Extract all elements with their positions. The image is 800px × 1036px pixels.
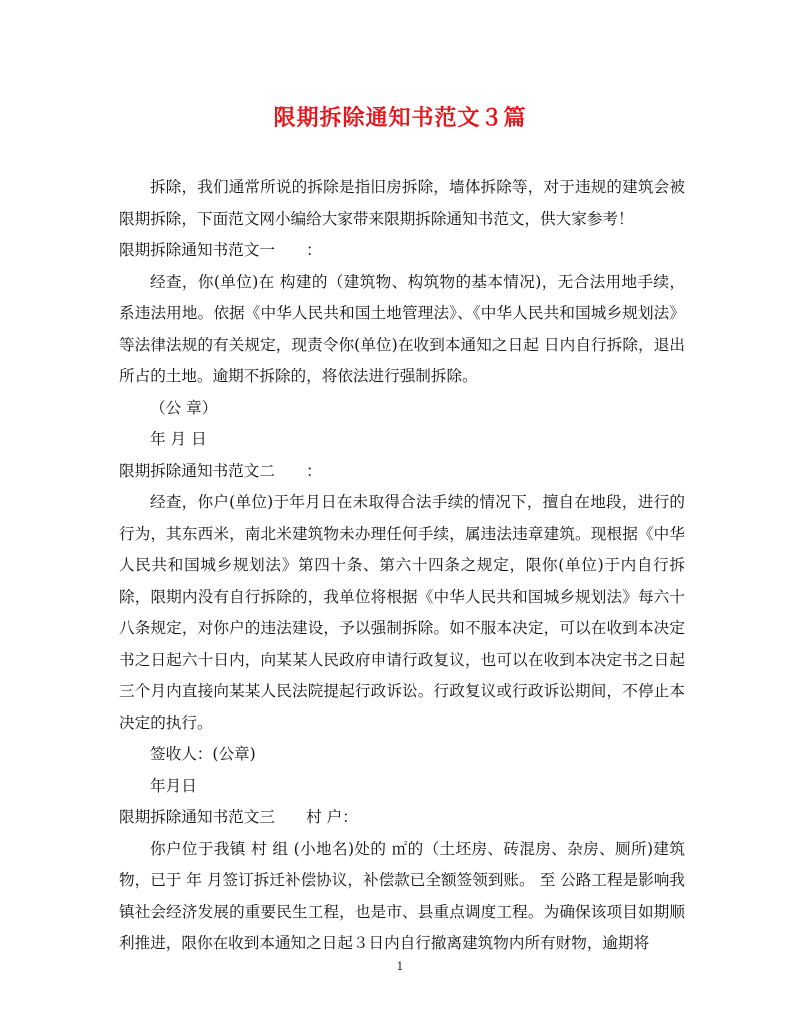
sample-two-body: 经查，你户(单位)于年月日在未取得合法手续的情况下，擅自在地段，进行的行为，其东西米，南北米建筑物未办理任何手续，属违法违章建筑。现根据《中华人民共和国城乡规划法》第四十条、第六十四条之规定，限你(单位)于内自行拆除，限期内没有自行拆除的，我单位将根据《中华人民共和国城乡规划法》每六十八条规定，对你户的违法建设，予以强制拆除。如不服本决定，可以在收到本决定书之日起六十日内，向某某人民政府申请行政复议，也可以在收到本决定书之日起三个月内直接向某某人民法院提起行政诉讼。行政复议或行政诉讼期间，不停止本决定的执行。 xyxy=(119,493,685,732)
sample-one-date: 年 月 日 xyxy=(150,430,207,448)
sample-one-heading: 限期拆除通知书范文一 ： xyxy=(119,241,322,259)
document-title: 限期拆除通知书范文３篇 xyxy=(273,105,527,131)
intro-paragraph: 拆除，我们通常所说的拆除是指旧房拆除，墙体拆除等，对于违规的建筑会被限期拆除，下面范文网小编给大家带来限期拆除通知书范文，供大家参考！ xyxy=(119,178,685,228)
sample-two-signature: 签收人：(公章) xyxy=(150,745,256,763)
sample-two-heading: 限期拆除通知书范文二 ： xyxy=(119,461,322,480)
document-body xyxy=(119,172,685,960)
sample-three-heading: 限期拆除通知书范文三 村 户： xyxy=(119,808,358,826)
sample-one-body: 经查，你(单位)在 构建的（建筑物、构筑物的基本情况)，无合法用地手续，系违法用地。依据《中华人民共和国土地管理法》、《中华人民共和国城乡规划法》等法律法规的有关规定，现责令你(单位)在收到本通知之日起 日内自行拆除，退出所占的土地。逾期不拆除的，将依法进行强制拆除。 xyxy=(119,272,685,385)
sample-two-date: 年月日 xyxy=(150,776,197,795)
sample-one-seal: （公 章） xyxy=(150,398,218,417)
sample-three-body: 你户位于我镇 村 组 (小地名)处的 ㎡的（土坯房、砖混房、杂房、厕所)建筑物，已于 年 月签订拆迁补偿协议，补偿款已全额签领到账。 至 公路工程是影响我镇社会经济发展的重要民生工程，也是市、县重点调度工程。为确保该项目如期顺利推进，限你在收到本通知之日起３日内自行撤离建筑物内所有财物，逾期将 xyxy=(119,839,685,952)
page-number: 1 xyxy=(396,960,404,973)
